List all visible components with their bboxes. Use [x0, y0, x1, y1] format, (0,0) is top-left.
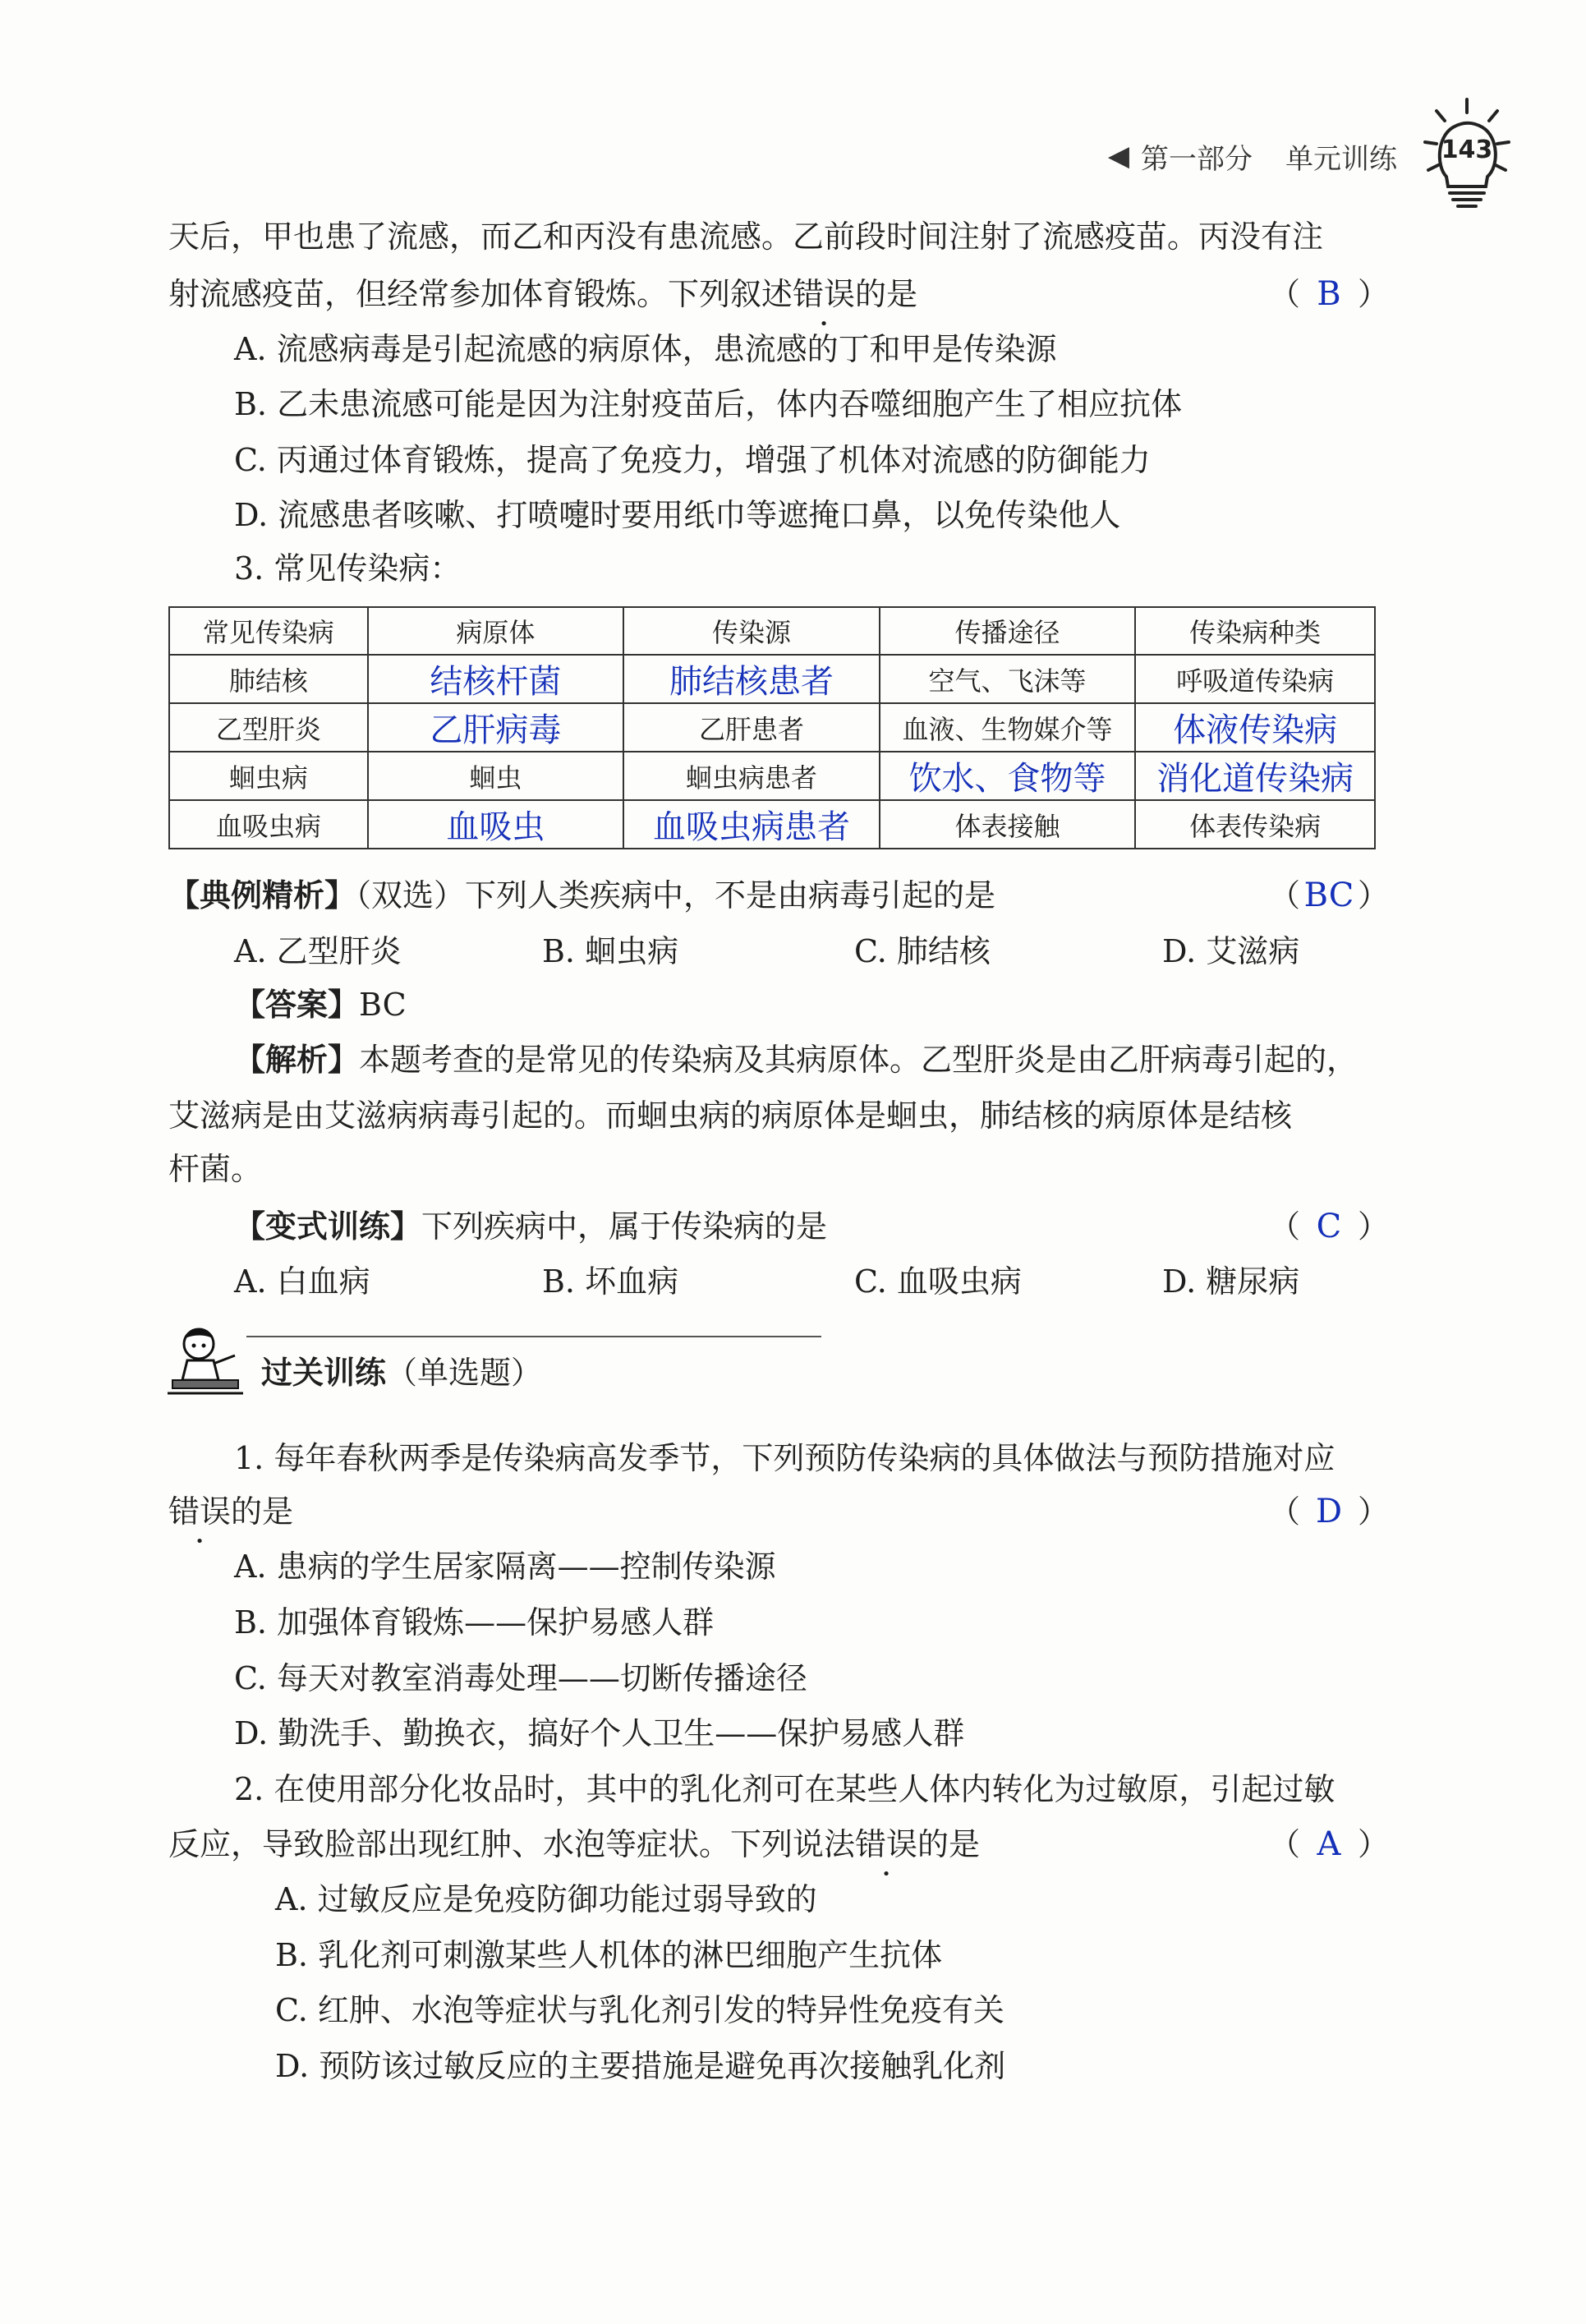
answer-bracket: （ BC ） [1268, 877, 1389, 914]
option-a: A. 患病的学生居家隔离——控制传染源 [234, 1549, 776, 1585]
answer-value: B [1317, 275, 1341, 313]
arrow-left-icon: ◀ [1107, 140, 1129, 173]
table-cell: 乙肝病毒 [368, 703, 624, 752]
section-title [261, 1347, 542, 1392]
option-c: C. 红肿、水泡等症状与乳化剂引发的特异性免疫有关 [275, 1992, 1004, 2028]
question-text-line: 天后，甲也患了流感，而乙和丙没有患流感。乙前段时间注射了流感疫苗。丙没有注 [168, 219, 1324, 255]
question-2-line: 2. 在使用部分化妆品时，其中的乳化剂可在某些人体内转化为过敏原，引起过敏 [234, 1771, 1335, 1807]
page-number: 143 [1441, 136, 1493, 164]
banner-rule [246, 1336, 821, 1337]
emphasis-text: 错误 [793, 276, 856, 312]
disease-table [168, 606, 1376, 849]
question-text: 射流感疫苗，但经常参加体育锻炼。下列叙述 [168, 276, 793, 312]
table-cell: 体表传染病 [1135, 800, 1375, 849]
header-unit: 单元训练 [1285, 142, 1397, 176]
analysis-line: 艾滋病是由艾滋病病毒引起的。而蛔虫病的病原体是蛔虫，肺结核的病原体是结核 [168, 1098, 1293, 1134]
table-cell: 体表接触 [880, 800, 1136, 849]
table-cell: 肺结核 [169, 655, 368, 703]
option-a: A. 流感病毒是引起流感的病原体，患流感的丁和甲是传染源 [234, 331, 1057, 367]
option-c: C. 丙通过体育锻炼，提高了免疫力，增强了机体对流感的防御能力 [234, 442, 1151, 478]
answer-line [234, 984, 407, 1025]
question-text: 反应，导致脸部出现红肿、水泡等症状。下列说法 [168, 1826, 856, 1862]
answer-value: C [1316, 1208, 1342, 1245]
answer-value: BC [1303, 877, 1354, 914]
answer-tag: 【答案】 [234, 987, 360, 1023]
table-cell: 蛔虫病患者 [623, 752, 880, 800]
table-cell: 血吸虫病患者 [623, 800, 880, 849]
student-icon [164, 1323, 246, 1397]
table-header-cell: 传播途径 [880, 607, 1136, 655]
table-cell: 血吸虫病 [169, 800, 368, 849]
answer-bracket: （ C ） [1268, 1208, 1389, 1245]
header-part: 第一部分 [1141, 142, 1253, 176]
option-a: A. 乙型肝炎 [234, 933, 402, 969]
table-cell: 空气、飞沫等 [880, 655, 1136, 703]
table-header-cell: 传染源 [623, 607, 880, 655]
option-b: B. 乙未患流感可能是因为注射疫苗后，体内吞噬细胞产生了相应抗体 [234, 386, 1183, 422]
option-c: C. 血吸虫病 [854, 1263, 1022, 1300]
answer-text: BC [359, 987, 407, 1023]
answer-value: D [1315, 1493, 1343, 1530]
option-b: B. 坏血病 [542, 1263, 679, 1300]
option-a: A. 过敏反应是免疫防御功能过弱导致的 [275, 1881, 817, 1917]
page-header [1108, 90, 1512, 222]
section-banner [164, 1323, 673, 1397]
answer-value: A [1317, 1825, 1341, 1863]
analysis-text: 本题考查的是常见的传染病及其病原体。乙型肝炎是由乙肝病毒引起的， [359, 1042, 1358, 1078]
option-b: B. 乳化剂可刺激某些人机体的淋巴细胞产生抗体 [275, 1937, 943, 1973]
table-cell: 血液、生物媒介等 [880, 703, 1136, 752]
analysis-tag: 【解析】 [234, 1042, 360, 1078]
table-row [169, 800, 1375, 849]
table-cell: 肺结核患者 [623, 655, 880, 703]
question-text-line [168, 274, 1389, 315]
table-cell: 蛔虫 [368, 752, 624, 800]
option-d: D. 糖尿病 [1162, 1263, 1300, 1300]
example-tag: 【典例精析】 [168, 877, 356, 913]
variant-text: 下列疾病中，属于传染病的是 [421, 1208, 828, 1245]
table-row [169, 752, 1375, 800]
table-cell: 蛔虫病 [169, 752, 368, 800]
option-d: D. 勤洗手、勤换衣，搞好个人卫生——保护易感人群 [234, 1715, 965, 1751]
lightbulb-icon [1422, 94, 1512, 218]
table-header-cell: 病原体 [368, 607, 624, 655]
section-subtitle: （单选题） [386, 1355, 543, 1391]
section-title-text: 过关训练 [261, 1355, 387, 1391]
option-d: D. 艾滋病 [1162, 933, 1300, 969]
table-cell: 体液传染病 [1135, 703, 1375, 752]
emphasis-text: 错误 [855, 1826, 918, 1862]
table-cell: 乙型肝炎 [169, 703, 368, 752]
question-1-line: 1. 每年春秋两季是传染病高发季节，下列预防传染病的具体做法与预防措施对应 [234, 1440, 1335, 1476]
table-cell: 饮水、食物等 [880, 752, 1136, 800]
option-b: B. 蛔虫病 [542, 933, 679, 969]
emphasis-text: 错误 [168, 1493, 232, 1530]
table-cell: 乙肝患者 [623, 703, 880, 752]
table-cell: 呼吸道传染病 [1135, 655, 1375, 703]
table-cell: 消化道传染病 [1135, 752, 1375, 800]
table-header-cell: 常见传染病 [169, 607, 368, 655]
table-header-row [169, 607, 1375, 655]
answer-bracket: （ B ） [1268, 275, 1389, 313]
example-question [168, 875, 1389, 916]
option-c: C. 每天对教室消毒处理——切断传播途径 [234, 1660, 807, 1696]
analysis-line: 杆菌。 [168, 1151, 263, 1187]
table-cell: 血吸虫 [368, 800, 624, 849]
option-a: A. 白血病 [234, 1263, 370, 1300]
question-text: 的是 [917, 1826, 981, 1862]
analysis-line [234, 1039, 1358, 1080]
option-c: C. 肺结核 [854, 933, 991, 969]
variant-question [234, 1206, 827, 1247]
table-header-cell: 传染病种类 [1135, 607, 1375, 655]
question-2-line [168, 1824, 1389, 1865]
question-1-line [168, 1491, 1389, 1532]
question-text: 的是 [855, 276, 918, 312]
table-cell: 结核杆菌 [368, 655, 624, 703]
answer-bracket: （ D ） [1268, 1493, 1389, 1530]
option-b: B. 加强体育锻炼——保护易感人群 [234, 1604, 715, 1641]
option-d: D. 流感患者咳嗽、打喷嚏时要用纸巾等遮掩口鼻，以免传染他人 [234, 497, 1121, 533]
section-heading: 3. 常见传染病： [234, 550, 462, 587]
option-d: D. 预防该过敏反应的主要措施是避免再次接触乳化剂 [275, 2048, 1006, 2084]
answer-bracket: （ A ） [1268, 1825, 1389, 1863]
example-text: （双选）下列人类疾病中，不是由病毒引起的是 [356, 877, 996, 913]
question-text: 的是 [231, 1493, 294, 1530]
table-row [169, 703, 1375, 752]
table-row [169, 655, 1375, 703]
variant-tag: 【变式训练】 [234, 1208, 422, 1245]
